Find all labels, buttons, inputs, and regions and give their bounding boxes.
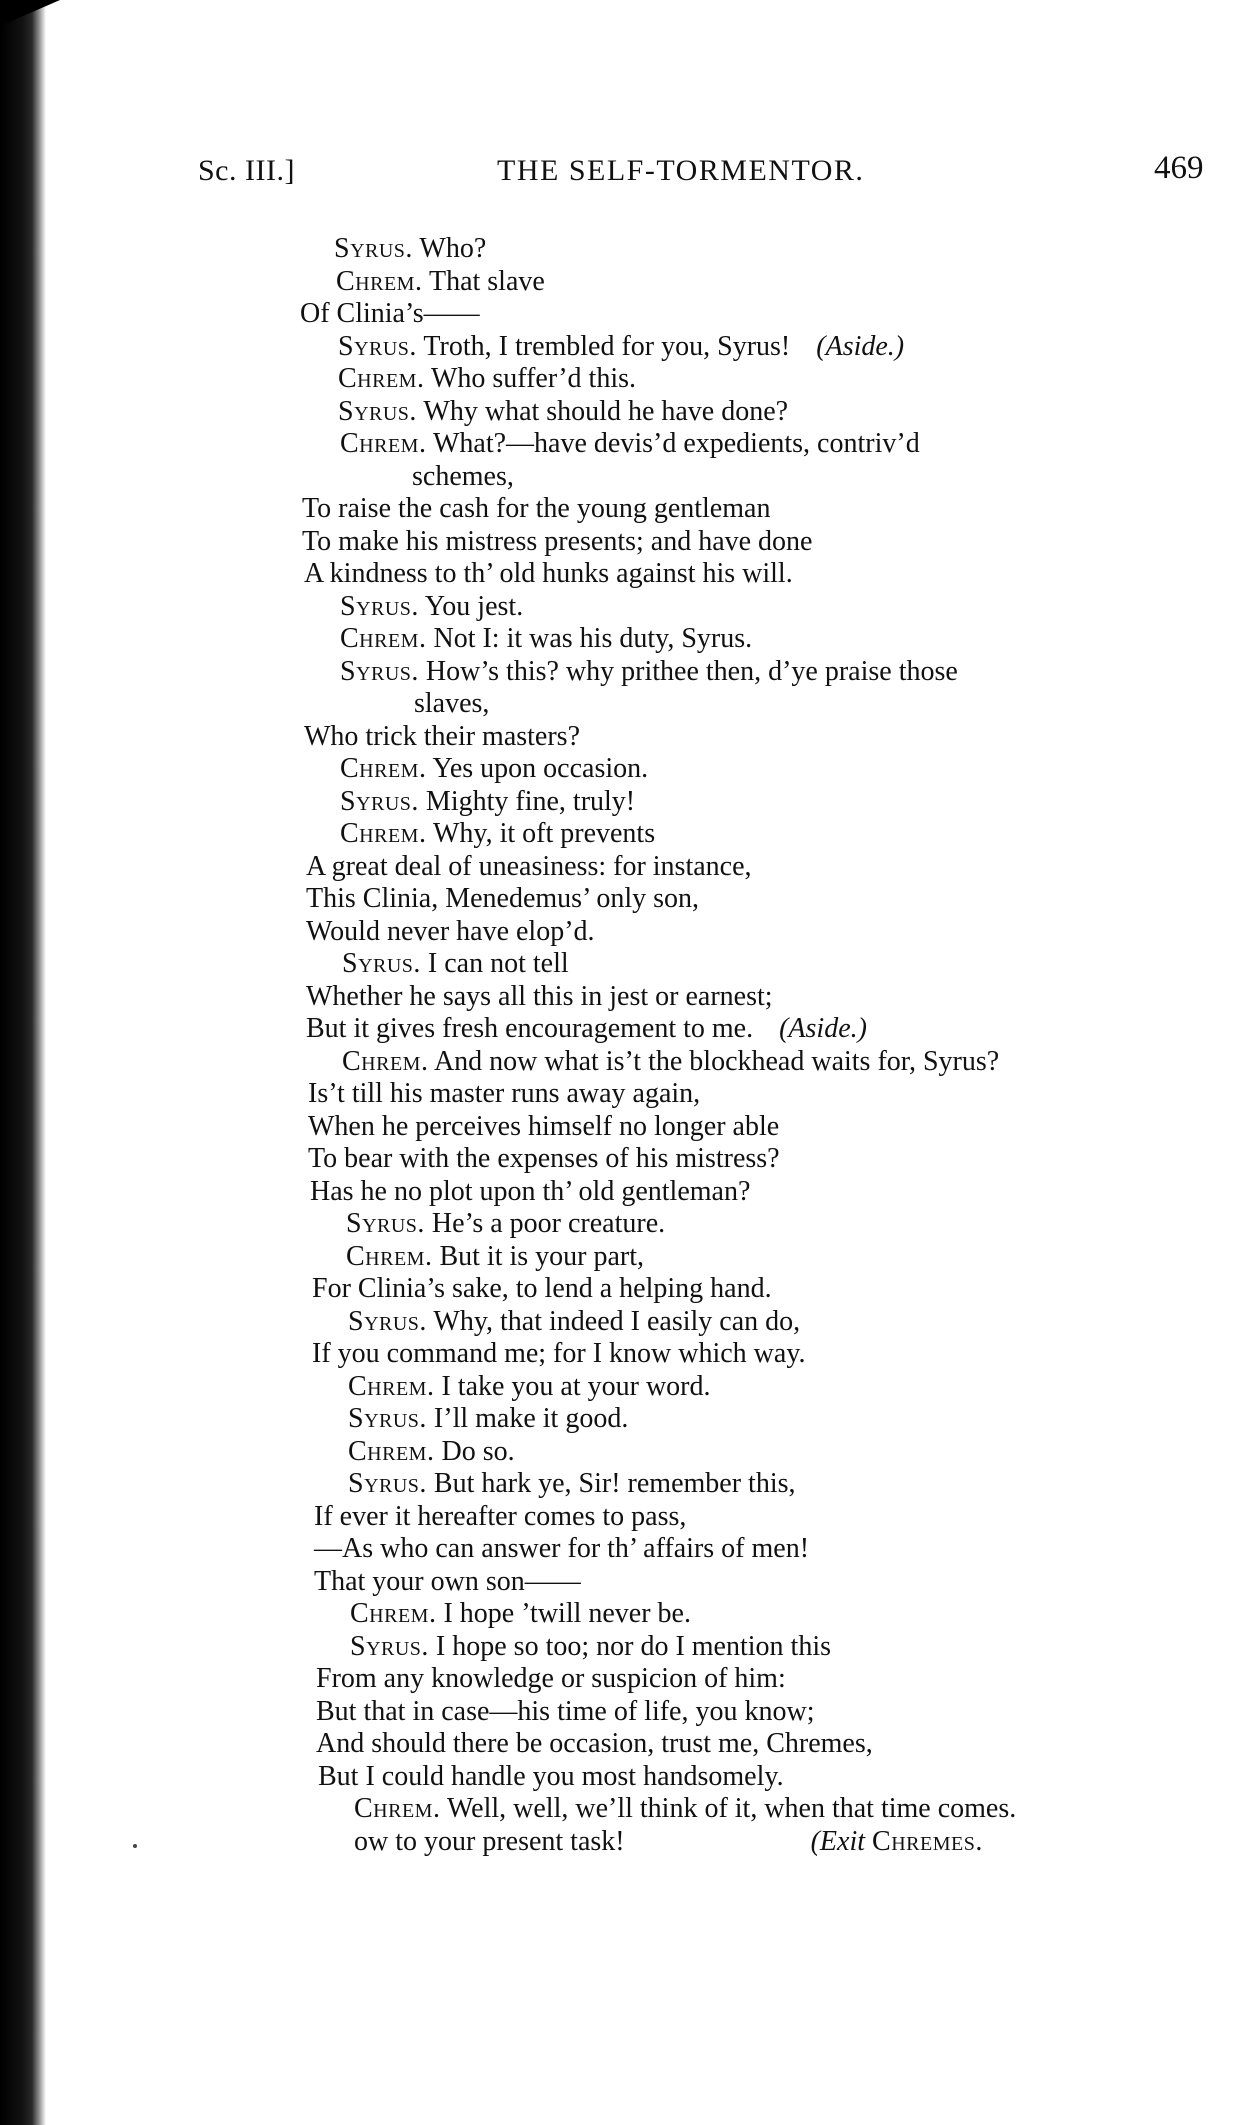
line-text: If you command me; for I know which way. [312,1338,806,1369]
dialogue-line [306,656,1241,689]
dialogue-line [316,1598,1249,1631]
speaker-name: Syrus. [338,330,417,362]
speaker-name: Chrem. [340,753,427,784]
line-text: What?—have devis’d expedients, contriv’d [432,428,920,459]
line-text: Not I: it was his duty, Syrus. [433,623,753,654]
dialogue-line [312,1208,1247,1241]
line-text: This Clinia, Menedemus’ only son, [306,883,699,914]
dialogue-line [316,1728,1249,1761]
dialogue-line [308,1111,1243,1144]
dialogue-line [300,298,1235,331]
line-text: Well, well, we’ll think of it, when that time comes. [446,1793,1017,1824]
line-text: schemes, [412,460,514,492]
line-text: But that in case—his time of life, you know; [316,1695,815,1727]
page-number: 469 [1154,150,1204,186]
line-text: I take you at your word. [441,1370,711,1402]
line-text: Whether he says all this in jest or earnest; [306,980,773,1012]
dialogue-line [306,591,1241,624]
stage-direction-exit: (Exit [810,1825,866,1857]
dialogue-line [306,916,1241,949]
dialogue-line [308,1078,1243,1111]
dialogue-line [316,1696,1249,1729]
dialogue-line [306,461,1241,494]
line-text: To make his mistress presents; and have done [302,525,813,557]
line-text: That slave [428,265,545,297]
dialogue-line [306,818,1241,851]
line-text: I’ll make it good. [433,1403,629,1434]
speaker-name: Syrus. [338,395,417,427]
book-binding-edge [0,0,46,2125]
speaker-name: Chrem. [336,265,423,297]
line-text: Why, that indeed I easily can do, [433,1305,801,1337]
line-text: I can not tell [427,948,569,979]
dialogue-line [314,1533,1249,1566]
speaker-name: Syrus. [340,655,419,687]
speaker-name: Chrem. [340,818,427,849]
dialogue-line [320,1826,1249,1859]
line-text: But hark ye, Sir! remember this, [433,1468,796,1499]
line-text: Who suffer’d this. [430,363,637,394]
dialogue-line [308,948,1243,981]
speaker-name: Syrus. [340,785,419,817]
dialogue-line [310,1176,1245,1209]
line-text: slaves, [414,688,490,719]
speaker-name: Syrus. [334,233,413,264]
speaker-name: Syrus. [340,590,419,622]
line-text: How’s this? why prithee then, d’ye praise those [425,655,958,687]
line-text: I hope so too; nor do I mention this [435,1630,831,1662]
dialogue-line [318,1761,1249,1794]
binding-shadow [0,0,60,26]
line-text: —As who can answer for th’ affairs of men! [314,1533,810,1564]
dialogue-line [306,981,1241,1014]
speaker-name: Syrus. [342,948,421,979]
dialogue-line [304,331,1239,364]
speaker-name: Syrus. [348,1305,427,1337]
speaker-name: Chrem. [348,1435,435,1467]
speaker-name: Syrus. [346,1208,425,1239]
dialogue-line [306,753,1241,786]
line-text: But it gives fresh encouragement to me. [306,1013,754,1044]
line-text: Yes upon occasion. [432,753,649,784]
speaker-name: Chrem. [340,623,427,654]
stage-direction-character: Chremes. [872,1825,983,1857]
line-text: Would never have elop’d. [306,915,595,947]
dialogue-line [316,1663,1249,1696]
line-text: To bear with the expenses of his mistress? [308,1143,780,1174]
line-text: That your own son—— [314,1565,581,1597]
speaker-name: Chrem. [338,363,425,394]
dialogue-line [312,1241,1247,1274]
dialogue-line [302,526,1237,559]
speaker-name: Syrus. [348,1403,427,1434]
stage-direction-aside: (Aside.) [779,1013,867,1044]
line-text: If ever it hereafter comes to pass, [314,1500,687,1532]
dialogue-line [314,1501,1249,1534]
line-text: Who? [419,233,487,264]
line-text: You jest. [424,590,524,622]
dialogue-line [314,1371,1249,1404]
scene-marker: Sc. III.] [198,154,295,187]
dialogue-line [306,883,1241,916]
dialogue-line [302,493,1237,526]
line-text: He’s a poor creature. [431,1208,666,1239]
dialogue-line [314,1306,1249,1339]
line-text: Of Clinia’s—— [300,298,480,329]
speaker-name: Chrem. [350,1598,437,1629]
dialogue-line [312,1273,1247,1306]
line-text: Do so. [441,1435,515,1467]
ink-speck [133,1844,137,1848]
dialogue-line [300,233,1235,266]
dialogue-line [314,1468,1249,1501]
running-header [0,150,1249,200]
play-text [300,233,1235,1858]
line-text: Why, it oft prevents [432,818,656,849]
line-text: Troth, I trembled for you, Syrus! [423,330,791,362]
dialogue-line [316,1631,1249,1664]
dialogue-line [314,1403,1249,1436]
dialogue-line [308,688,1243,721]
dialogue-line [306,623,1241,656]
line-text: But I could handle you most handsomely. [318,1760,784,1792]
speaker-name: Chrem. [340,428,427,459]
dialogue-line [308,1046,1243,1079]
speaker-name: Syrus. [350,1630,429,1662]
speaker-name: Syrus. [348,1468,427,1499]
stage-direction-aside: (Aside.) [816,330,905,362]
speaker-name: Chrem. [342,1045,429,1077]
line-text: Is’t till his master runs away again, [308,1078,701,1109]
dialogue-line [302,266,1237,299]
line-text: Mighty fine, truly! [425,785,636,817]
dialogue-line [306,786,1241,819]
line-text: But it is your part, [439,1240,645,1272]
dialogue-line [320,1793,1249,1826]
line-text: I hope ’twill never be. [443,1598,691,1629]
line-text: Why what should he have done? [423,395,789,427]
speaker-name: Chrem. [348,1370,435,1402]
line-text: For Clinia’s sake, to lend a helping hand. [312,1273,772,1304]
dialogue-line [304,721,1239,754]
dialogue-line [308,1143,1243,1176]
line-text: Has he no plot upon th’ old gentleman? [310,1175,751,1207]
page-title: THE SELF-TORMENTOR. [497,154,865,187]
line-text: From any knowledge or suspicion of him: [316,1663,786,1694]
dialogue-line [306,851,1241,884]
line-text: And now what is’t the blockhead waits for, Syrus? [433,1045,1000,1077]
dialogue-line [304,363,1239,396]
line-text: When he perceives himself no longer able [308,1110,780,1142]
line-text: A kindness to th’ old hunks against his will. [304,558,793,589]
speaker-name: Chrem. [354,1793,441,1824]
dialogue-line [314,1436,1249,1469]
dialogue-line [304,396,1239,429]
line-text: Who trick their masters? [304,720,581,752]
speaker-name: Chrem. [346,1240,433,1272]
dialogue-line [312,1338,1247,1371]
dialogue-line [314,1566,1249,1599]
line-text: A great deal of uneasiness: for instance, [306,850,752,882]
line-text: ow to your present task! [354,1825,625,1857]
dialogue-line [306,428,1241,461]
line-text: To raise the cash for the young gentleman [302,493,771,524]
dialogue-line [304,558,1239,591]
line-text: And should there be occasion, trust me, Chremes, [316,1728,873,1759]
dialogue-line [306,1013,1241,1046]
